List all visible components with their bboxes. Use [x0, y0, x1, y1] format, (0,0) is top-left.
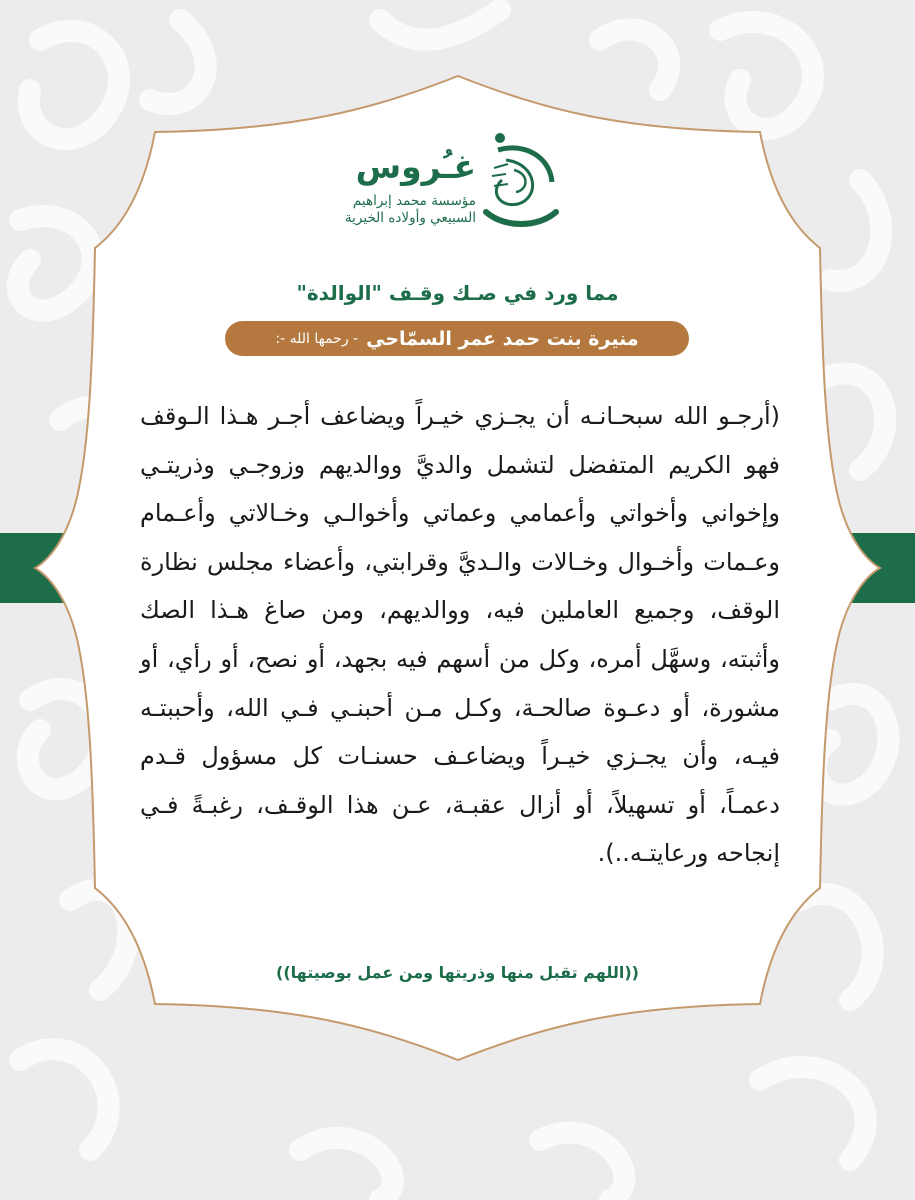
logo-subtitle-line1: مؤسسة محمد إبراهيم — [352, 193, 476, 209]
deceased-name: منيرة بنت حمد عمر السمّاحي — [366, 327, 639, 350]
endowment-text: (أرجـو الله سبحـانـه أن يجـزي خيـراً ويضاعف أجـر هـذا الـوقف فهو الكريم المتفضل لتشمل والديَّ ووالديهم وزوجـي وذريتـي وإخواني وأخواتي وأعمامي وعماتي وأخوالـي وخـالاتي وأعـمام وعـمات وأخـوال وخـالات والـديَّ وقرابتي، وأعضاء مجلس نظارة الوقف، وجميع العاملين فيه، ووالديهم، ومن صاغ هـذا الصك وأثبته، وسهَّل أمره، وكل من أسهم فيه بجهد، أو نصح، أو رأي، أو مشورة، أو دعـوة صالحـة، وكـل مـن أحبنـي فـي الله، وأحببتـه فيـه، وأن يجـزي خيـراً ويضاعـف حسنـات كل مسؤول قـدم دعمـاً، أو تسهيلاً، أو أزال عقبـة، عـن هذا الوقـف، رغبـةً فـي إنجاحه ورعايتـه..). — [140, 402, 780, 868]
logo-subtitle-line2: السبيعي وأولاده الخيرية — [344, 210, 476, 226]
page-heading: مما ورد في صـك وقـف "الوالدة" — [296, 281, 619, 305]
closing-prayer: ((اللهم تقبل منها وذريتها ومن عمل بوصيتها)) — [276, 963, 639, 982]
ghurus-logo — [338, 122, 568, 242]
ghurus-logo-mark-icon — [478, 124, 564, 240]
logo-name: غـُروس — [355, 147, 476, 186]
name-banner — [225, 321, 689, 356]
name-suffix: - رحمها الله -: — [275, 330, 359, 347]
